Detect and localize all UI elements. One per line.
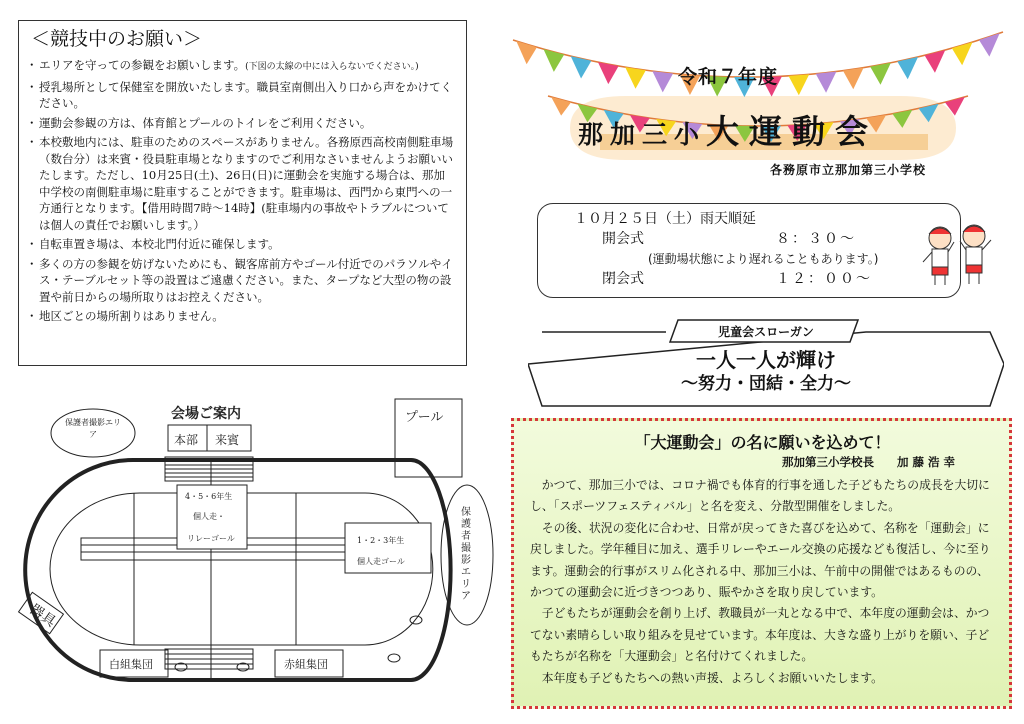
message-author: 那加第三小学校長 加 藤 浩 幸 <box>781 455 955 469</box>
bunting-flag <box>816 72 837 93</box>
rules-box <box>18 20 467 366</box>
bunting-flag <box>543 49 564 72</box>
rule-item: ・ 自転車置き場は、本校北門付近に確保します。 <box>29 236 456 253</box>
bunting-flag <box>843 68 864 90</box>
bunting-flag <box>652 71 673 92</box>
rule-item: ・ 授乳場所として保健室を開放いたします。職員室南側出入り口から声をかけてください。 <box>29 79 456 112</box>
pool-label: プール <box>405 410 444 425</box>
rules-title: ＜競技中のお願い＞ <box>31 28 203 50</box>
event-title-main: 大運動会 <box>706 112 879 151</box>
opening-time: ８：３０～ <box>776 231 856 247</box>
venue-title: 会場ご案内 <box>171 406 241 422</box>
rule-item: ・ エリアを守っての参観をお願いします。(下図の太線の中には入らないでください。) <box>29 57 456 76</box>
principal-message <box>511 418 1012 709</box>
schedule-date: １０月２５日（土）雨天順延 <box>574 211 756 227</box>
message-heading: 「大運動会」の名に願いを込めて！ <box>634 433 891 452</box>
bunting-flag <box>979 33 1000 57</box>
closing-label: 閉会式 <box>602 271 644 287</box>
era-label: 令和７年度 <box>678 66 779 88</box>
schedule-note: (運動場状態により遅れることもあります。) <box>648 252 879 266</box>
message-paragraph: その後、状況の変化に合わせ、日常が戻ってきた喜びを込めて、名称を「運動会」に戻しました。学年種目に加え、選手リレーやエール交換の応援なども復活し、今に至ります。運動会的行事がスリム化される中、那加三小は、午前中の開催ではあるものの、かつての運動会に近づきつつあり、賑やかさを取り戻しています。 <box>530 520 991 600</box>
bunting-flag <box>625 67 646 89</box>
school-name: 各務原市立那加第三小学校 <box>770 163 927 177</box>
cheering-kids-illustration <box>918 218 996 288</box>
rule-item: ・ 本校敷地内には、駐車のためのスペースがありません。各務原西高校南側駐車場（数台分）は来賓・役員駐車場となりますのでご利用なさいませんようお願いいたします。ただし、10月25日(土)、26日(日)に運動会を実施する場合は、那加中学校の南側駐車場に駐車することができます。駐車場は、西門から東門への一方通行となります。【借用時間7時～14時】(駐車場内の事故やトラブルについては個人の責任でお願いします。） <box>29 134 456 233</box>
goal-123-label: 個人走ゴール <box>357 557 405 566</box>
rule-item: ・ 運動会参観の方は、体育館とプールのトイレをご利用ください。 <box>29 115 456 132</box>
goal-456-label: リレーゴール <box>187 534 235 543</box>
slogan-line2: ～努力・団結・全力～ <box>681 374 851 394</box>
slogan-label: 児童会スローガン <box>718 325 814 339</box>
bunting-flag <box>952 42 973 65</box>
rule-note: (下図の太線の中には入らないでください。) <box>245 62 419 72</box>
goal-456-label: 4・5・6年生 <box>185 492 233 501</box>
bunting-flag <box>925 50 946 73</box>
rule-item: ・ 地区ごとの場所割りはありません。 <box>29 308 456 325</box>
rule-item: ・ 多くの方の参観を妨げないためにも、観客席前方やゴール付近でのパラソルやイス・テーブルセット等の設置はご遠慮ください。また、タープなど大型の物の設置や前日からの場所取りはお控えください。 <box>29 256 456 306</box>
opening-label: 開会式 <box>602 231 644 247</box>
white-team-label: 白組集団 <box>109 658 153 671</box>
event-title <box>578 106 878 153</box>
message-paragraph: 子どもたちが運動会を創り上げ、教職員が一丸となる中で、本年度の運動会は、かつてない素晴らしい取り組みを見せています。本年度は、大きな盛り上がりを願い、子どもたちが名称を「大運動会」と名付けてくれました。 <box>530 606 990 664</box>
honbu-label: 本部 <box>174 433 199 447</box>
closing-row <box>574 268 960 288</box>
red-team-label: 赤組集団 <box>284 658 328 671</box>
venue-map-drawing <box>15 395 502 713</box>
bunting-flag <box>788 74 809 95</box>
rules-list <box>29 57 456 325</box>
closing-time: １２：００～ <box>776 271 872 287</box>
event-title-school: 那加三小 <box>578 120 707 149</box>
schedule-box <box>537 203 961 298</box>
goal-123-label: 1・2・3年生 <box>357 536 405 545</box>
bunting-flag <box>516 41 537 64</box>
bunting-flag <box>870 63 891 85</box>
goal-456-label: 個人走・ <box>193 512 225 521</box>
slogan-box <box>528 318 1004 408</box>
slogan-line1: 一人一人が輝け <box>696 348 836 372</box>
equipment-label: 器具 <box>26 601 59 631</box>
venue-map <box>15 395 502 713</box>
message-paragraph: かつて、那加三小では、コロナ禍でも体育的行事を通した子どもたちの成長を大切にし、「スポーツフェスティバル」と名を変え、分散型開催をしました。 <box>530 478 990 514</box>
event-banner <box>508 18 1008 188</box>
bunting-flag <box>551 97 571 116</box>
banner-art <box>508 18 1008 188</box>
message-paragraph: 本年度も子どもたちへの熱い声援、よろしくお願いいたします。 <box>541 670 883 685</box>
raihin-label: 来賓 <box>215 433 240 447</box>
opening-row <box>574 228 960 248</box>
parent-area-left-label: 保護者撮影エリア <box>65 418 121 439</box>
parent-area-right-label: 保護者撮影エリア <box>461 507 471 602</box>
